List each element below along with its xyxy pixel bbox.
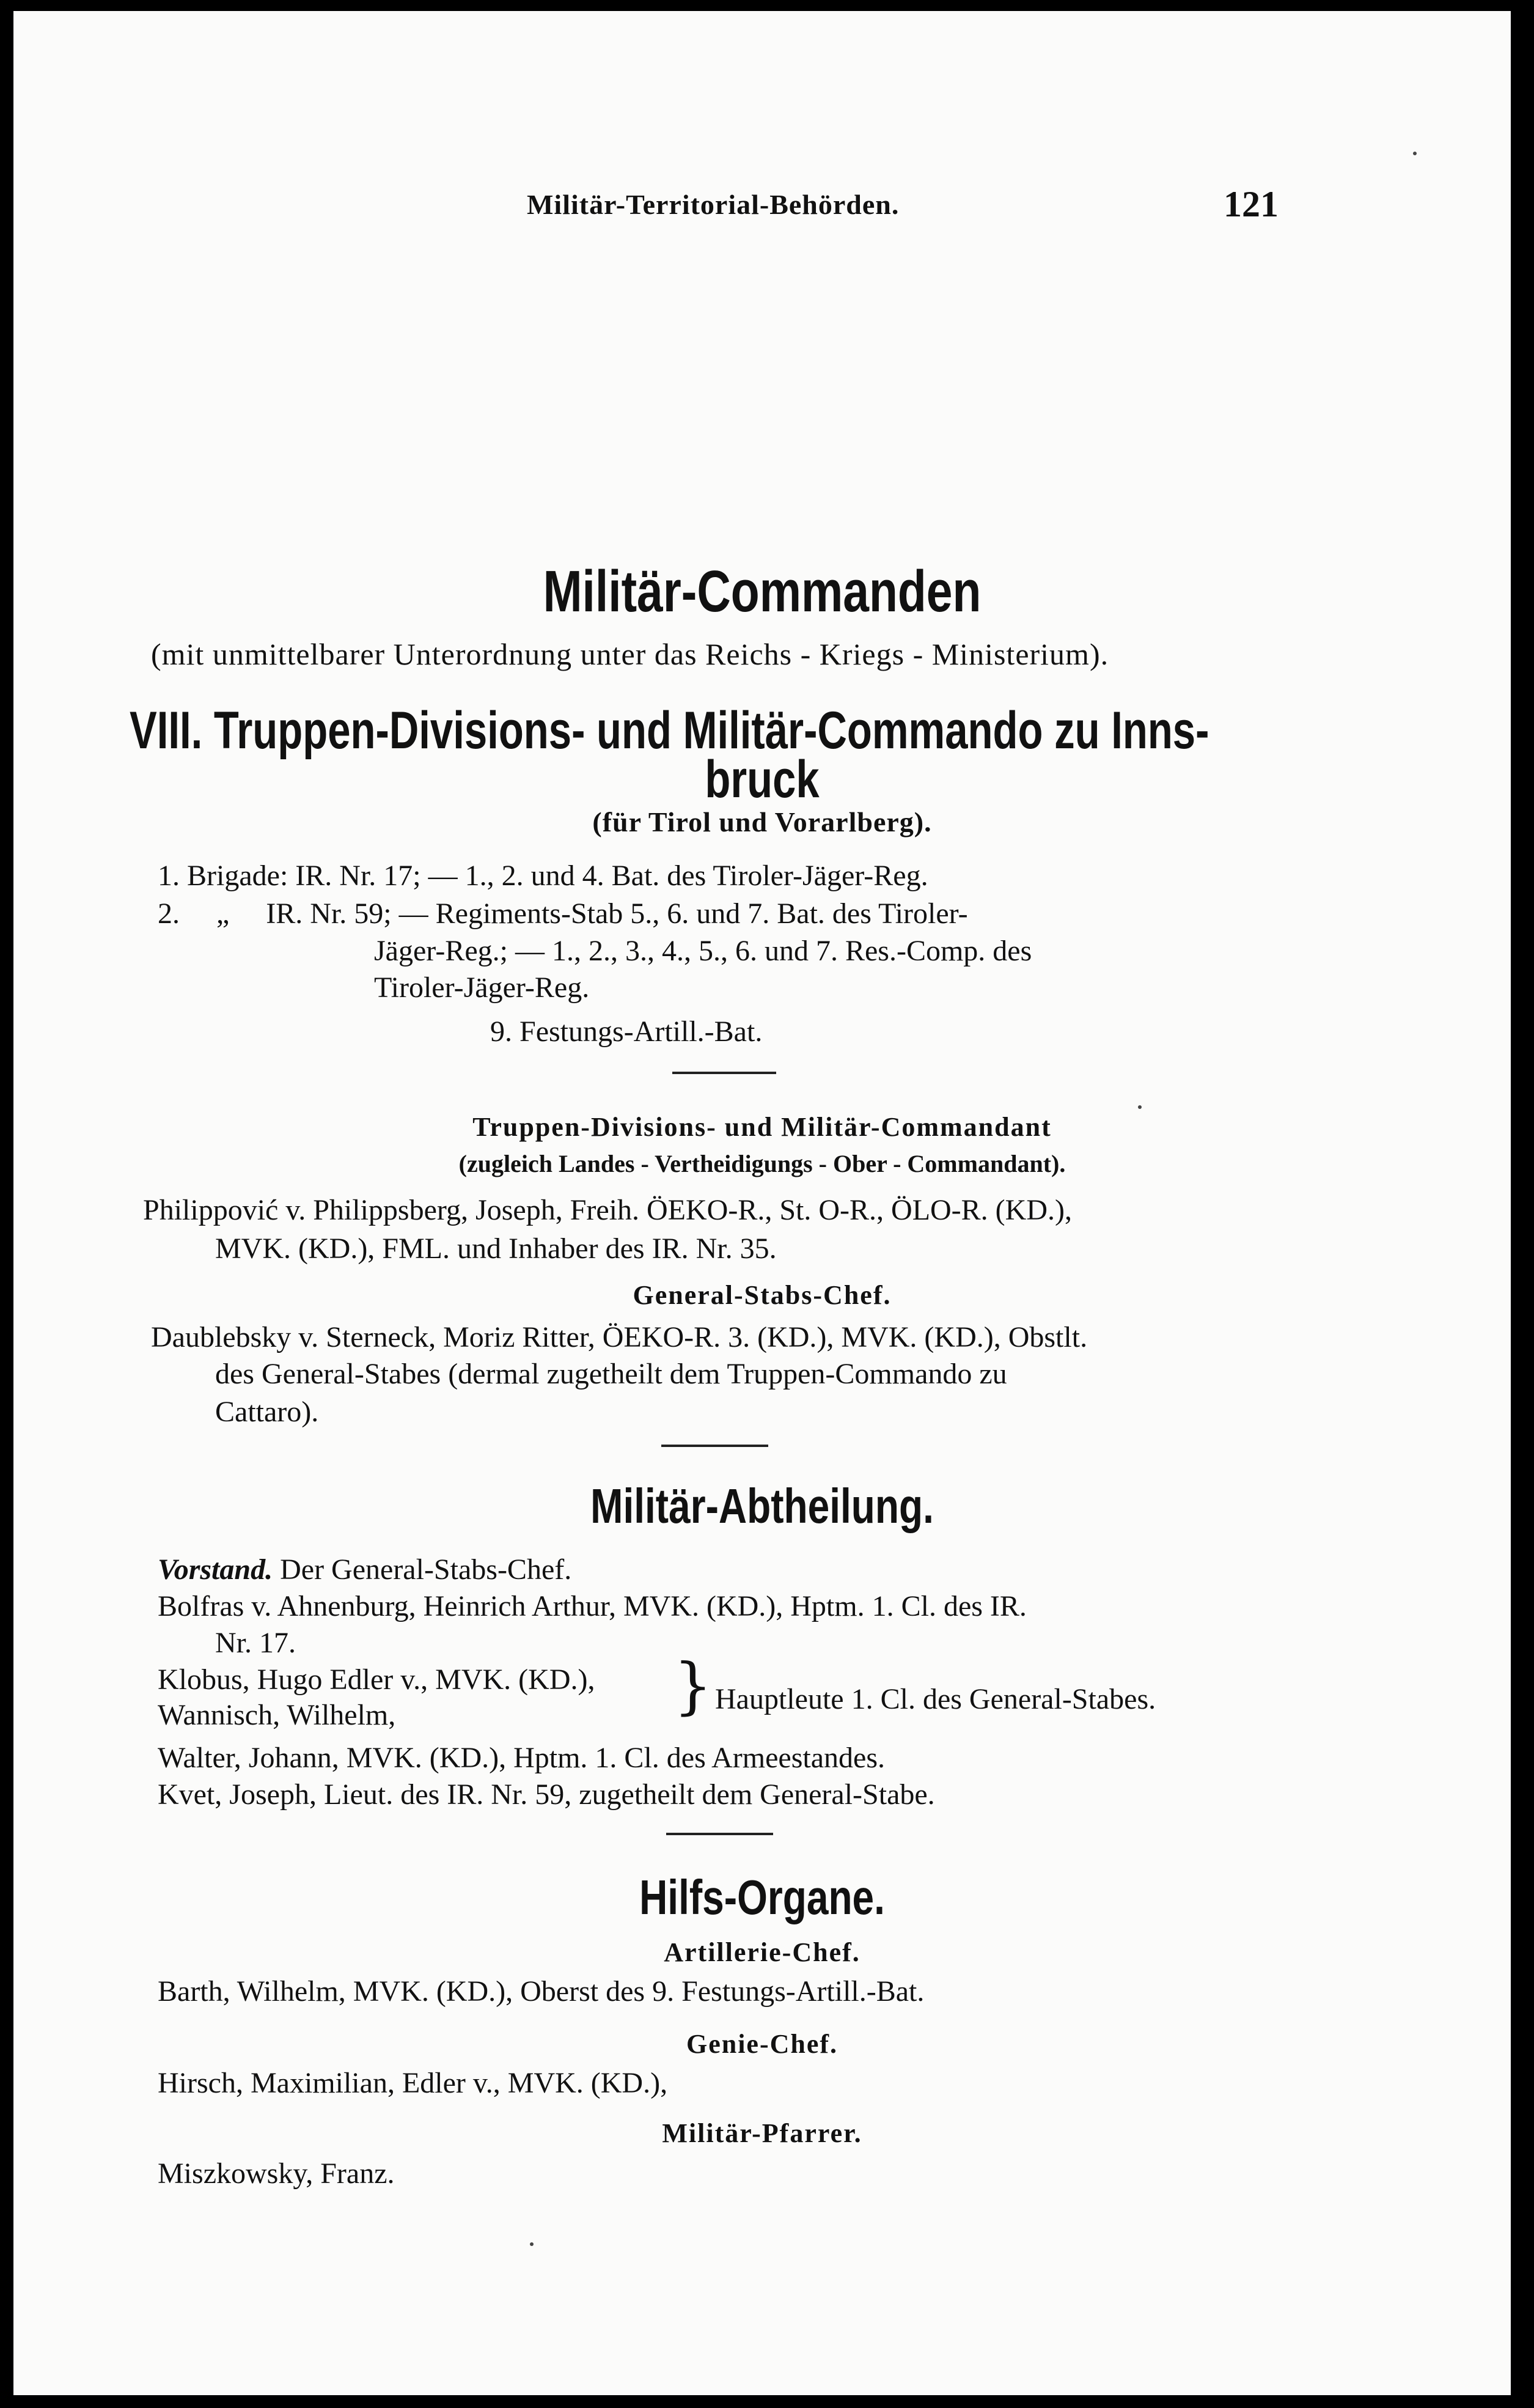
commandant-line-1: Philippović v. Philippsberg, Joseph, Freih. ÖEKO-R., St. O-R., ÖLO-R. (KD.), bbox=[143, 1194, 1072, 1226]
walter-line: Walter, Johann, MVK. (KD.), Hptm. 1. Cl. des Armeestandes. bbox=[158, 1742, 886, 1774]
brigade-line-5: 9. Festungs-Artill.-Bat. bbox=[490, 1015, 763, 1048]
staff-chief-line-1: Daublebsky v. Sterneck, Moriz Ritter, ÖEKO-R. 3. (KD.), MVK. (KD.), Obstlt. bbox=[151, 1321, 1088, 1353]
vorstand-label: Vorstand. bbox=[158, 1553, 273, 1586]
commandant-line-2: MVK. (KD.), FML. und Inhaber des IR. Nr. 35. bbox=[215, 1232, 777, 1265]
divider bbox=[666, 1833, 773, 1835]
brigade-line-2: 2. „ IR. Nr. 59; — Regiments-Stab 5., 6. und 7. Bat. des Tiroler- bbox=[158, 897, 968, 930]
staff-chief-line-2: des General-Stabes (dermal zugetheilt dem Truppen-Commando zu bbox=[215, 1358, 1007, 1390]
artillerie-line: Barth, Wilhelm, MVK. (KD.), Oberst des 9. Festungs-Artill.-Bat. bbox=[158, 1975, 925, 2008]
section-title-commanden: Militär-Commanden bbox=[543, 559, 982, 624]
division-title-line1: VIII. Truppen-Divisions- und Militär-Commando zu Inns- bbox=[130, 701, 1209, 760]
running-title: Militär-Territorial-Behörden. bbox=[527, 189, 900, 220]
staff-chief-line-3: Cattaro). bbox=[215, 1396, 319, 1428]
artillerie-heading: Artillerie-Chef. bbox=[664, 1937, 861, 1967]
bolfras-line-2: Nr. 17. bbox=[215, 1627, 296, 1659]
brigade-line-3: Jäger-Reg.; — 1., 2., 3., 4., 5., 6. und 7. Res.-Comp. des bbox=[374, 935, 1032, 967]
division-title-line2: bruck bbox=[705, 750, 820, 809]
commandant-heading: Truppen-Divisions- und Militär-Commandant bbox=[472, 1112, 1052, 1142]
print-speck bbox=[530, 2242, 534, 2246]
pfarrer-line: Miszkowsky, Franz. bbox=[158, 2157, 395, 2190]
vorstand-text: Der General-Stabs-Chef. bbox=[280, 1553, 572, 1586]
wannisch-line: Wannisch, Wilhelm, bbox=[158, 1699, 396, 1731]
commandant-note: (zugleich Landes - Vertheidigungs - Ober - Commandant). bbox=[458, 1150, 1066, 1177]
print-speck bbox=[1413, 152, 1417, 155]
klobus-line: Klobus, Hugo Edler v., MVK. (KD.), bbox=[158, 1663, 595, 1696]
brace-glyph: } bbox=[673, 1650, 713, 1721]
document-page bbox=[13, 11, 1511, 2395]
page-number: 121 bbox=[1224, 184, 1279, 224]
brigade-line-1: 1. Brigade: IR. Nr. 17; — 1., 2. und 4. Bat. des Tiroler-Jäger-Reg. bbox=[158, 860, 928, 892]
divider bbox=[672, 1072, 776, 1074]
bolfras-line-1: Bolfras v. Ahnenburg, Heinrich Arthur, MVK. (KD.), Hptm. 1. Cl. des IR. bbox=[158, 1590, 1027, 1622]
division-note: (für Tirol und Vorarlberg). bbox=[592, 806, 932, 838]
pfarrer-heading: Militär-Pfarrer. bbox=[662, 2118, 862, 2148]
section-title-abtheilung: Militär-Abtheilung. bbox=[590, 1479, 934, 1533]
commanden-subtitle: (mit unmittelbarer Unterordnung unter das Reichs - Kriegs - Ministerium). bbox=[151, 637, 1109, 671]
vorstand-line bbox=[158, 1552, 571, 1588]
kvet-line: Kvet, Joseph, Lieut. des IR. Nr. 59, zugetheilt dem General-Stabe. bbox=[158, 1778, 935, 1811]
staff-chief-heading: General-Stabs-Chef. bbox=[633, 1280, 892, 1310]
brace-text: Hauptleute 1. Cl. des General-Stabes. bbox=[715, 1683, 1156, 1715]
print-speck bbox=[1138, 1105, 1142, 1109]
divider bbox=[661, 1445, 768, 1447]
section-title-hilfs: Hilfs-Organe. bbox=[639, 1870, 885, 1924]
brigade-line-4: Tiroler-Jäger-Reg. bbox=[374, 971, 590, 1004]
genie-line: Hirsch, Maximilian, Edler v., MVK. (KD.), bbox=[158, 2067, 668, 2099]
genie-heading: Genie-Chef. bbox=[686, 2029, 839, 2059]
